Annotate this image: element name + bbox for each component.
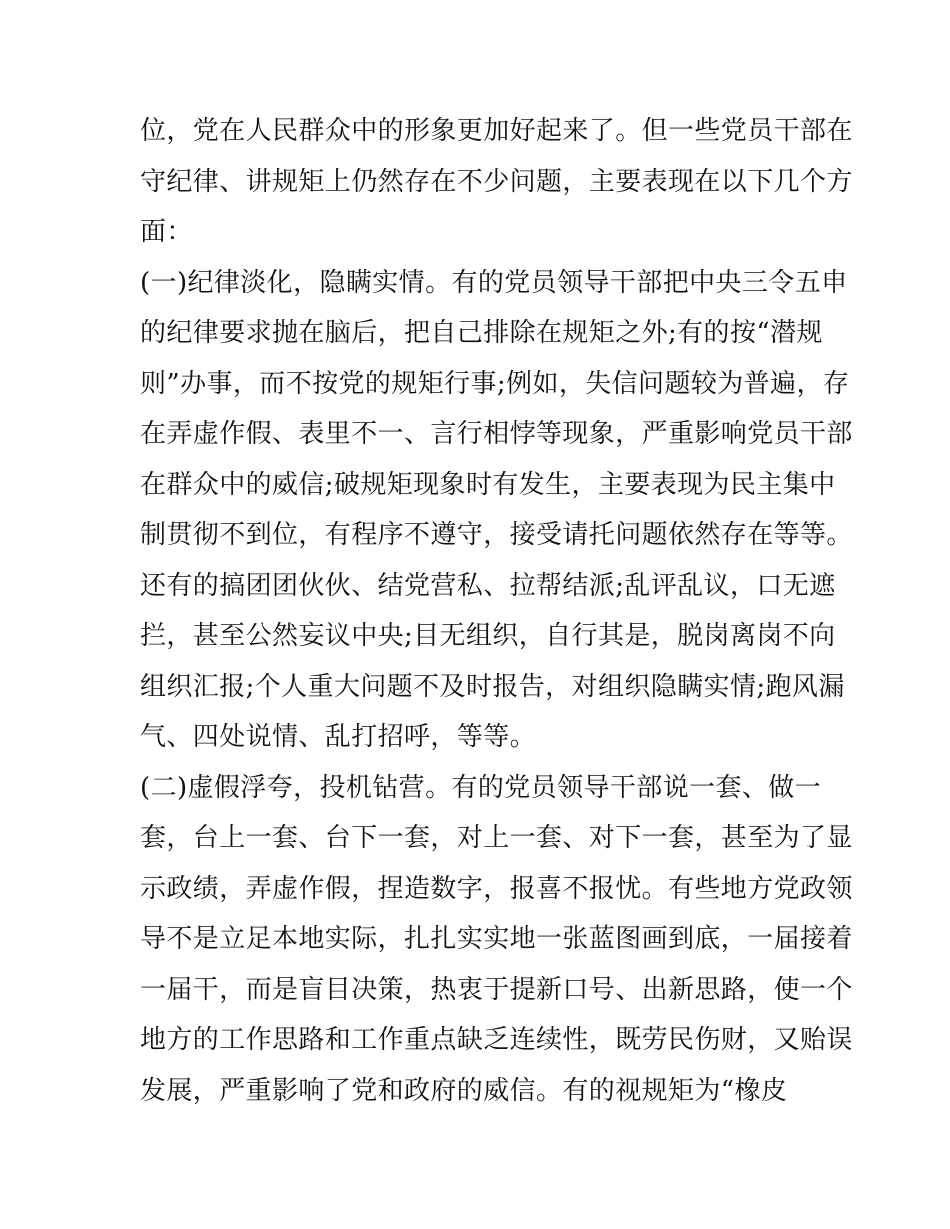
text-line: 拦，甚至公然妄议中央;目无组织，自行其是，脱岗离岗不向 [140, 621, 836, 651]
text-line: 在弄虚作假、表里不一、言行相悖等现象，严重影响党员干部 [140, 419, 853, 449]
text-line: 一届干，而是盲目决策，热衷于提新口号、出新思路，使一个 [140, 974, 853, 1005]
text-line: 套，台上一套、台下一套，对上一套、对下一套，甚至为了显 [140, 823, 853, 853]
text-line: (一)纪律淡化，隐瞒实情。有的党员领导干部把中央三令五申 [140, 267, 848, 298]
text-line: 示政绩，弄虚作假，捏造数字，报喜不报忧。有些地方党政领 [140, 873, 853, 904]
text-line: 守纪律、讲规矩上仍然存在不少问题，主要表现在以下几个方 [140, 166, 853, 197]
text-line: 导不是立足本地实际，扎扎实实地一张蓝图画到底，一届接着 [140, 924, 853, 954]
text-line: 制贯彻不到位，有程序不遵守，接受请托问题依然存在等等。 [140, 520, 853, 550]
text-line: 还有的搞团团伙伙、结党营私、拉帮结派;乱评乱议，口无遮 [140, 570, 836, 601]
text-line: 地方的工作思路和工作重点缺乏连续性，既劳民伤财，又贻误 [140, 1025, 853, 1055]
text-line: 组织汇报;个人重大问题不及时报告，对组织隐瞒实情;跑风漏 [140, 671, 845, 702]
text-line: 则”办事，而不按党的规矩行事;例如，失信问题较为普遍，存 [140, 368, 850, 399]
text-line: (二)虚假浮夸，投机钻营。有的党员领导干部说一套、做一 [140, 772, 822, 803]
text-line: 气、四处说情、乱打招呼，等等。 [140, 722, 537, 752]
text-line: 面： [140, 217, 193, 247]
text-line: 位，党在人民群众中的形象更加好起来了。但一些党员干部在 [140, 116, 853, 146]
text-line: 在群众中的威信;破规矩现象时有发生，主要表现为民主集中 [140, 469, 836, 500]
text-line: 的纪律要求抛在脑后，把自己排除在规矩之外;有的按“潜规 [140, 318, 823, 348]
text-line: 发展，严重影响了党和政府的威信。有的视规矩为“橡皮 [140, 1075, 788, 1106]
body-text [140, 106, 853, 1116]
